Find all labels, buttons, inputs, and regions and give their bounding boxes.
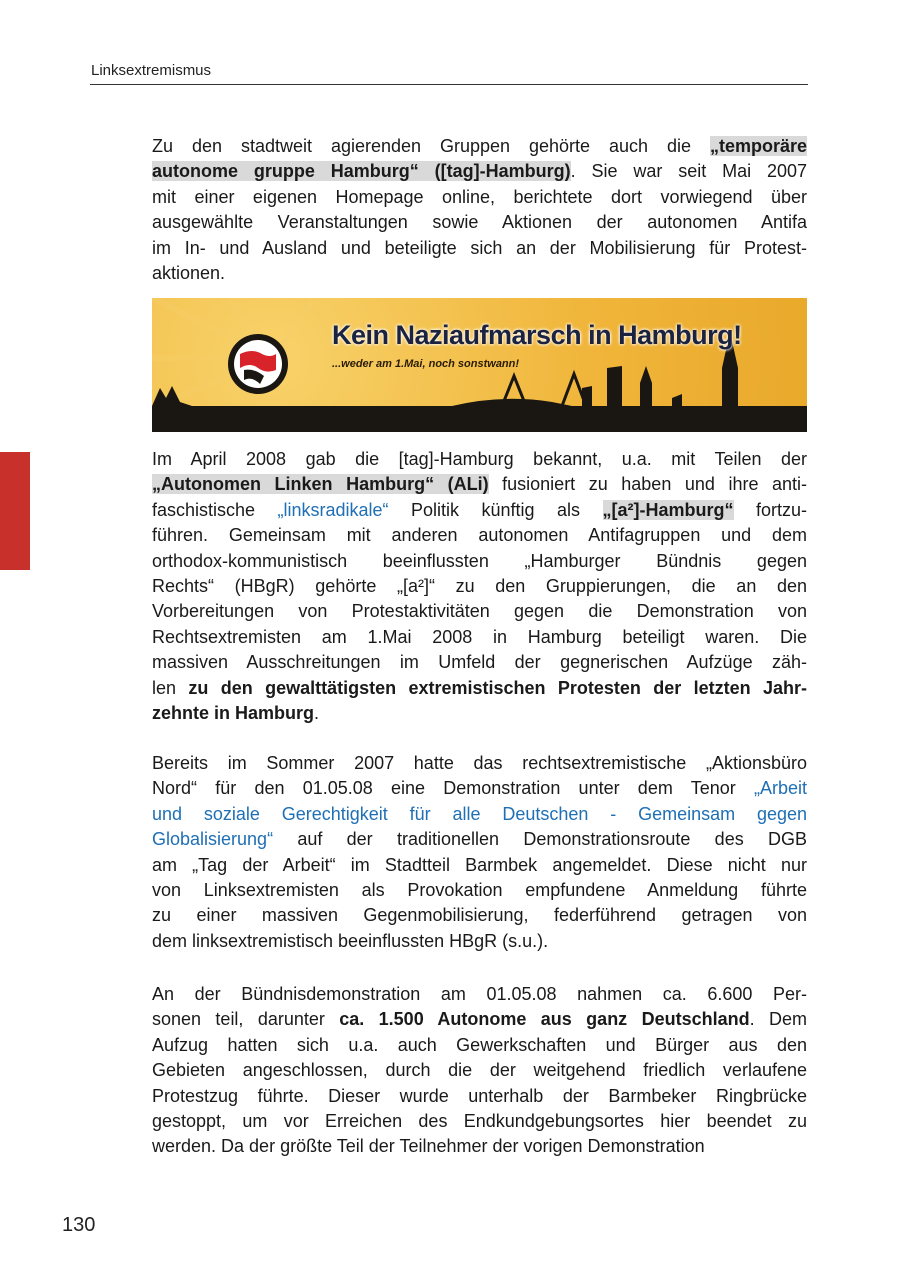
text-line <box>152 903 807 928</box>
header-rule <box>90 84 808 85</box>
text-segment: . Dem <box>749 1009 807 1030</box>
text-line <box>152 574 807 599</box>
page-number: 130 <box>62 1214 96 1236</box>
text-segment: am „Tag der Arbeit“ im Stadtteil Barmbek angemeldet. Diese nicht nur <box>152 854 807 875</box>
text-segment: . <box>314 702 320 723</box>
text-segment: len <box>152 677 189 698</box>
text-segment: Im April 2008 gab die [tag]-Hamburg bekannt, u.a. mit Teilen der <box>152 449 807 469</box>
banner-subtitle: ...weder am 1.Mai, noch sonstwann! <box>332 358 520 370</box>
text-segment: An der Bündnisdemonstration am 01.05.08 nahmen ca. 6.600 Per- <box>152 984 807 1004</box>
text-segment: Nord“ für den 01.05.08 eine Demonstration unter dem Tenor <box>152 778 754 799</box>
text-segment: dem linksextremistisch beeinflussten HBgR (s.u.). <box>152 930 549 951</box>
text-segment: ausgewählte Veranstaltungen sowie Aktionen der autonomen Antifa <box>152 212 807 233</box>
text-line <box>152 751 807 776</box>
text-segment: gestoppt, um vor Erreichen des Endkundgebungsortes hier beendet zu <box>152 1110 807 1131</box>
emphasized-text: „temporäre <box>709 136 807 156</box>
text-segment: faschistische <box>152 499 278 520</box>
text-line <box>152 1058 807 1083</box>
text-segment: aktionen. <box>152 262 226 283</box>
text-line <box>152 447 807 472</box>
text-segment: Gebieten angeschlossen, durch die der weitgehend friedlich verlaufene <box>152 1060 807 1081</box>
text-segment: mit einer eigenen Homepage online, berichtete dort vorwiegend über <box>152 186 807 207</box>
antifa-logo <box>228 334 288 394</box>
text-segment: Politik künftig als <box>388 499 603 520</box>
text-segment: führen. Gemeinsam mit anderen autonomen Antifagruppen und dem <box>152 525 807 546</box>
text-line <box>152 498 807 523</box>
running-head: Linksextremismus <box>91 62 212 79</box>
text-segment: . Sie war seit Mai 2007 <box>570 161 807 182</box>
text-line <box>152 549 807 574</box>
quoted-term: und soziale Gerechtigkeit für alle Deutschen - Gemeinsam gegen <box>152 803 807 824</box>
text-line <box>152 599 807 624</box>
text-segment: Bereits im Sommer 2007 hatte das rechtsextremistische „Aktionsbüro <box>152 753 807 773</box>
text-line <box>152 929 807 954</box>
quoted-term: „Arbeit <box>753 778 807 799</box>
text-segment: Zu den stadtweit agierenden Gruppen gehörte auch die <box>152 136 710 156</box>
text-segment: fortzu- <box>733 499 807 520</box>
text-line <box>152 236 807 261</box>
quoted-term: „linksradikale“ <box>277 499 389 520</box>
text-line <box>152 878 807 903</box>
text-line <box>152 650 807 675</box>
text-segment: fusioniert zu haben und ihre anti- <box>488 474 808 495</box>
text-line <box>152 776 807 801</box>
text-line <box>152 1084 807 1109</box>
emphasized-text: „[a²]-Hamburg“ <box>602 499 734 520</box>
text-segment: von Linksextremisten als Provokation empfundene Anmeldung führte <box>152 879 807 900</box>
paragraph-3 <box>152 751 807 954</box>
text-segment: Rechts“ (HBgR) gehörte „[a²]“ zu den Gruppierungen, die an den <box>152 575 807 596</box>
text-line <box>152 1033 807 1058</box>
banner-title: Kein Naziaufmarsch in Hamburg! <box>332 320 742 350</box>
text-line <box>152 853 807 878</box>
emphasized-text: autonome gruppe Hamburg“ ([tag]-Hamburg) <box>152 161 571 182</box>
text-segment: auf der traditionellen Demonstrationsroute des DGB <box>273 829 807 850</box>
chapter-color-tab <box>0 452 30 570</box>
text-line <box>152 472 807 497</box>
paragraph-1 <box>152 134 807 286</box>
paragraph-4 <box>152 982 807 1160</box>
text-segment: Rechtsextremisten am 1.Mai 2008 in Hamburg beteiligt waren. Die <box>152 626 807 647</box>
text-line <box>152 261 807 286</box>
emphasized-text: zehnte in Hamburg <box>152 702 315 723</box>
text-line <box>152 134 807 159</box>
text-line <box>152 802 807 827</box>
paragraph-2 <box>152 447 807 726</box>
emphasized-text: zu den gewalttätigsten extremistischen Protesten der letzten Jahr- <box>188 677 807 698</box>
text-line <box>152 1109 807 1134</box>
text-line <box>152 159 807 184</box>
text-line <box>152 523 807 548</box>
text-line <box>152 676 807 701</box>
text-segment: Protestzug führte. Dieser wurde unterhalb der Barmbeker Ringbrücke <box>152 1085 807 1106</box>
text-segment: werden. Da der größte Teil der Teilnehmer der vorigen Demonstration <box>152 1136 705 1157</box>
text-line <box>152 1134 807 1159</box>
text-line <box>152 185 807 210</box>
text-line <box>152 701 807 726</box>
text-segment: Vorbereitungen von Protestaktivitäten gegen die Demonstration von <box>152 601 807 622</box>
text-line <box>152 210 807 235</box>
text-line <box>152 827 807 852</box>
text-segment: Aufzug hatten sich u.a. auch Gewerkschaften und Bürger aus den <box>152 1034 807 1055</box>
text-line <box>152 1007 807 1032</box>
text-segment: im In- und Ausland und beteiligte sich an der Mobilisierung für Protest- <box>152 237 807 258</box>
emphasized-text: „Autonomen Linken Hamburg“ (ALi) <box>152 474 489 495</box>
text-line <box>152 625 807 650</box>
quoted-term: Globalisierung“ <box>152 829 274 850</box>
text-segment: massiven Ausschreitungen im Umfeld der gegnerischen Aufzüge zäh- <box>152 652 807 673</box>
text-segment: zu einer massiven Gegenmobilisierung, federführend getragen von <box>152 905 807 926</box>
text-line <box>152 982 807 1007</box>
text-segment: orthodox-kommunistisch beeinflussten „Hamburger Bündnis gegen <box>152 550 807 571</box>
banner-image <box>152 298 807 432</box>
emphasized-text: ca. 1.500 Autonome aus ganz Deutschland <box>339 1009 750 1030</box>
text-segment: sonen teil, darunter <box>152 1009 340 1030</box>
